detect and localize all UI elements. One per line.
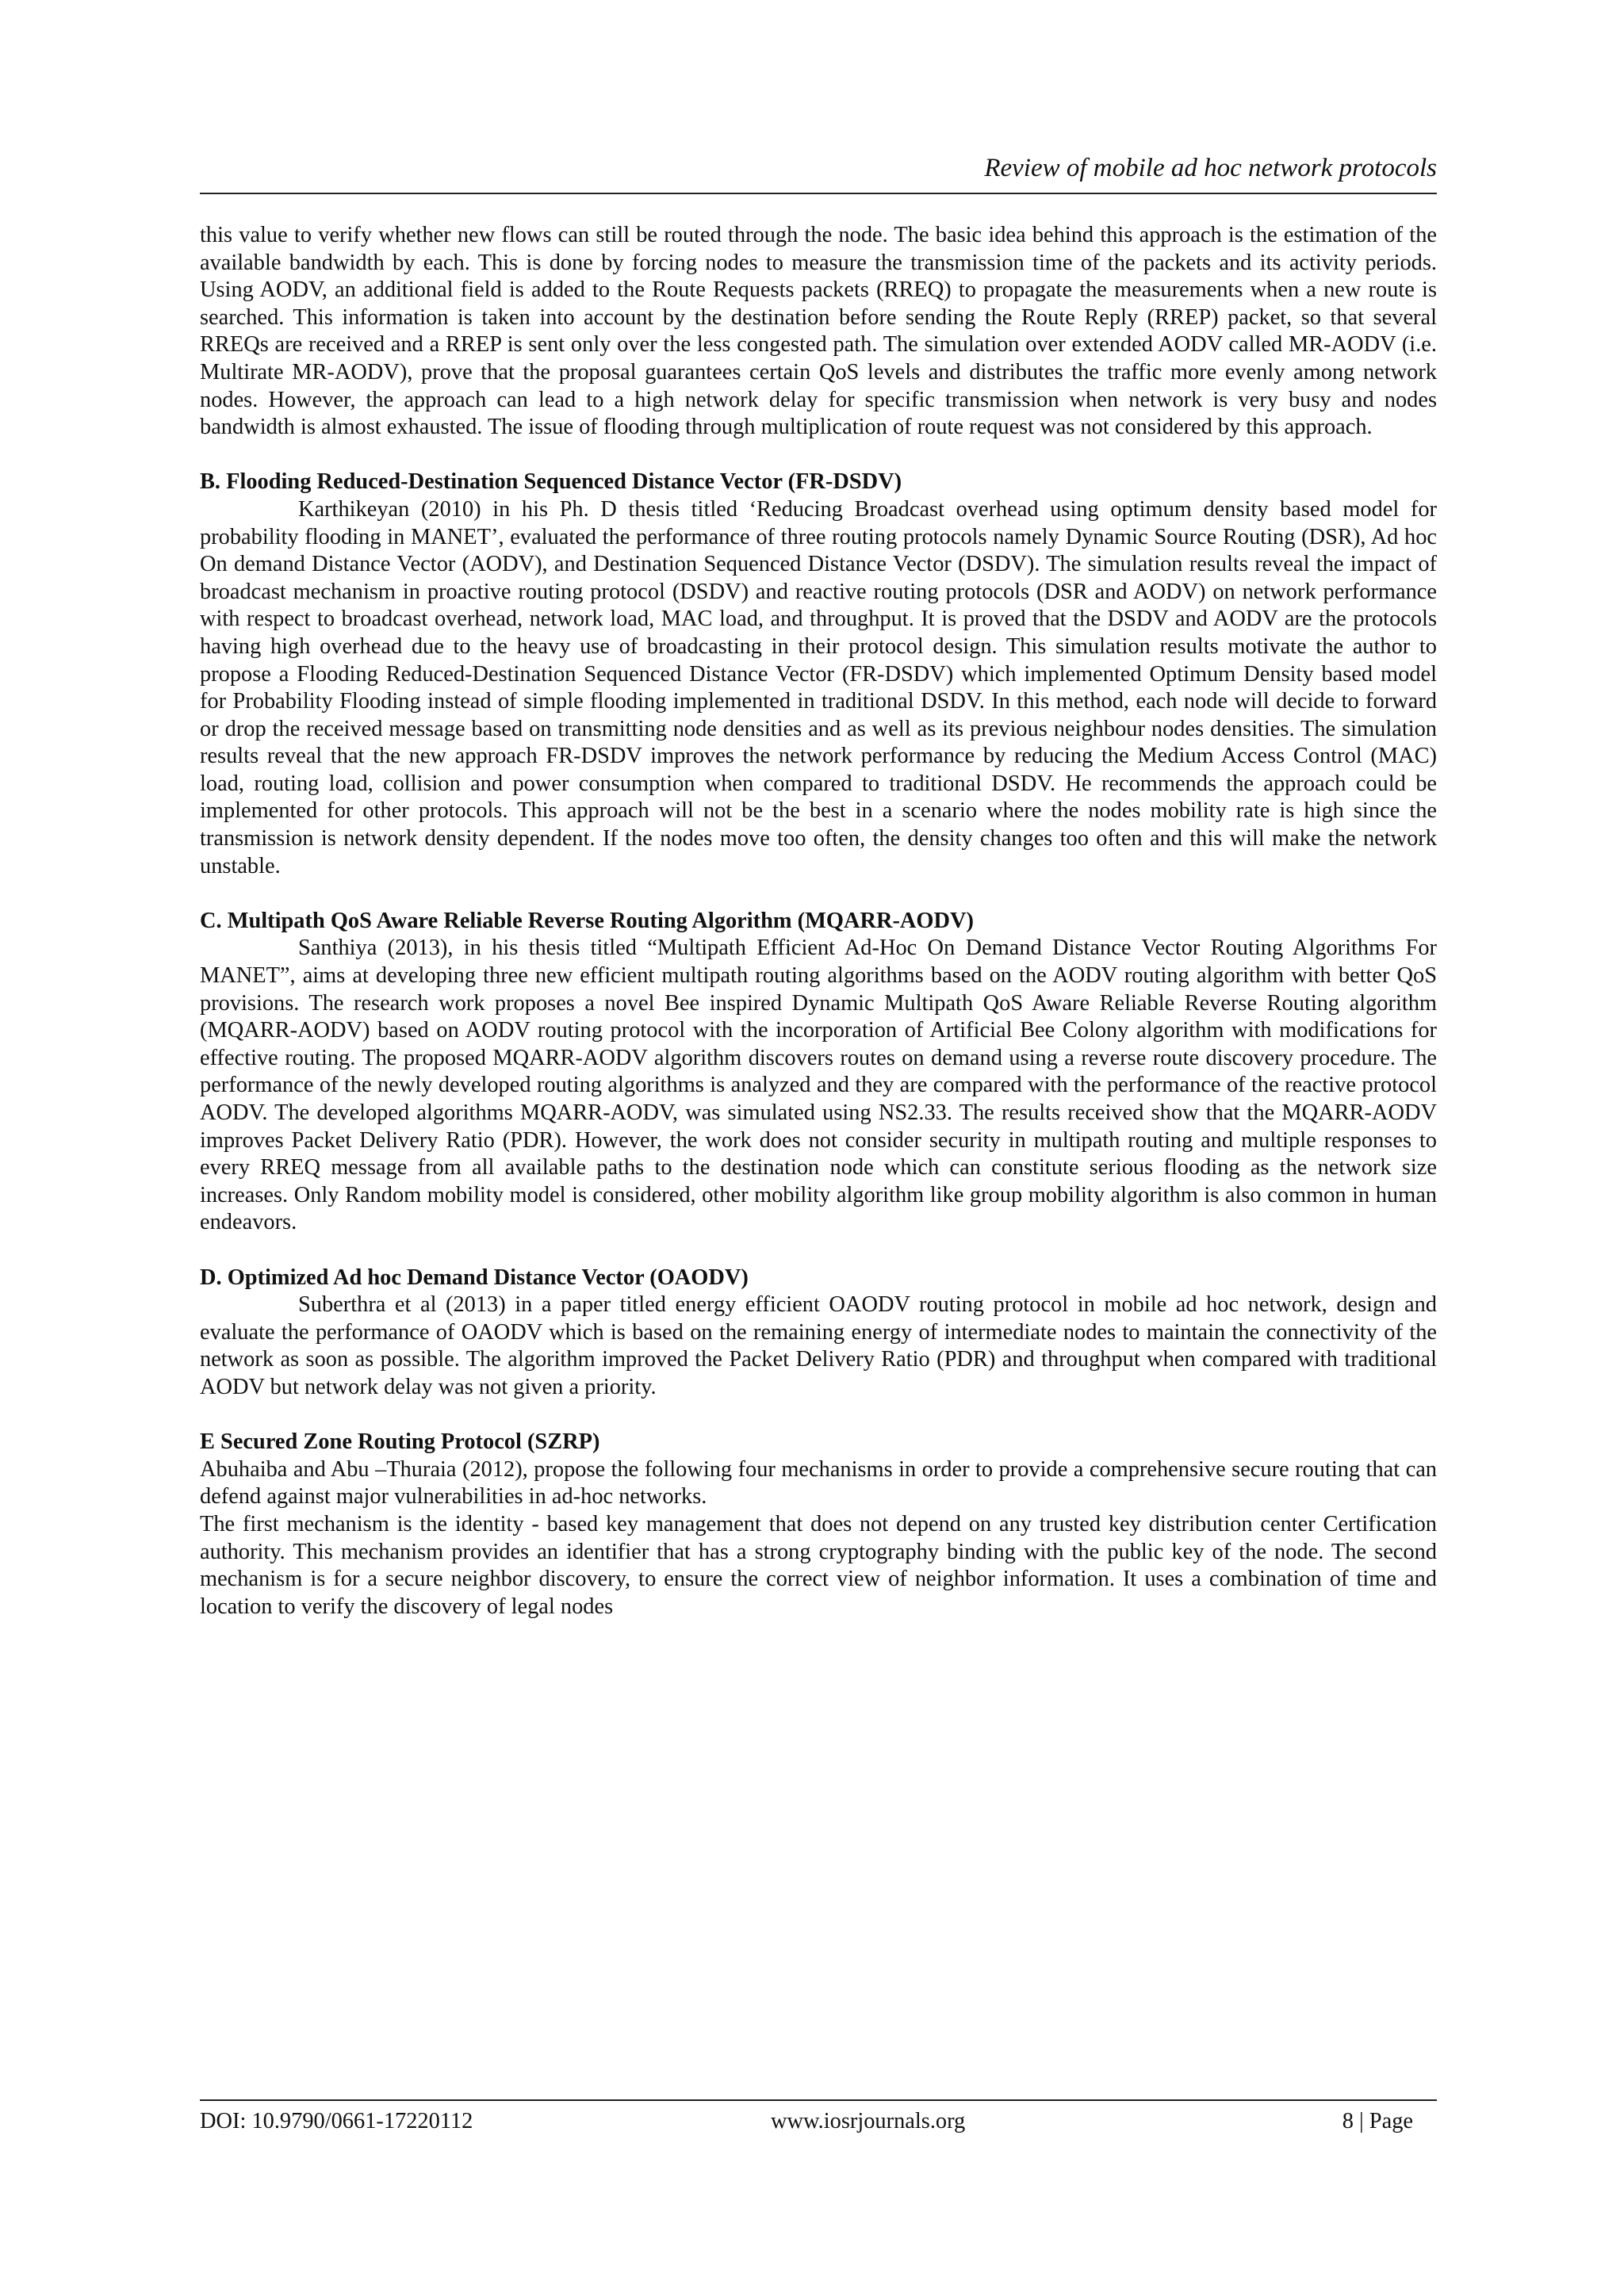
section-heading-mqarr-aodv: C. Multipath QoS Aware Reliable Reverse Routing Algorithm (MQARR-AODV) (200, 908, 974, 933)
section-heading-szrp: E Secured Zone Routing Protocol (SZRP) (200, 1429, 600, 1455)
section-paragraph: Santhiya (2013), in his thesis titled “Multipath Efficient Ad-Hoc On Demand Distance Vector Routing Algorithms For MANET”, aims at developing three new efficient multipath routing algorithms based on the AODV routing algorithm with better QoS provisions. The research work proposes a novel Bee inspired Dynamic Multipath QoS Aware Reliable Reverse Routing algorithm (MQARR-AODV) based on AODV routing protocol with the incorporation of Artificial Bee Colony algorithm with modifications for effective routing. The proposed MQARR-AODV algorithm discovers routes on demand using a reverse route discovery procedure. The performance of the newly developed routing algorithms is analyzed and they are compared with the performance of the reactive protocol AODV. The developed algorithms MQARR-AODV, was simulated using NS2.33. The results received show that the MQARR-AODV improves Packet Delivery Ratio (PDR). However, the work does not consider security in multipath routing and multiple responses to every RREQ message from all available paths to the destination node which can constitute serious flooding as the network size increases. Only Random mobility model is considered, other mobility algorithm like group mobility algorithm is also common in human endeavors. (200, 936, 1437, 1235)
intro-paragraph: this value to verify whether new flows can still be routed through the node. The basic idea behind this approach is the estimation of the available bandwidth by each. This is done by forcing nodes to measure the transmission time of the packets and its activity periods. Using AODV, an additional field is added to the Route Requests packets (RREQ) to propagate the measurements when a new route is searched. This information is taken into account by the destination before sending the Route Reply (RREP) packet, so that several RREQs are received and a RREP is sent only over the less congested path. The simulation over extended AODV called MR-AODV (i.e. Multirate MR-AODV), prove that the proposal guarantees certain QoS levels and distributes the traffic more evenly among network nodes. However, the approach can lead to a high network delay for specific transmission when network is very busy and nodes bandwidth is almost exhausted. The issue of flooding through multiplication of route request was not considered by this approach. (200, 223, 1437, 440)
footer-rule (200, 2099, 1437, 2101)
section-paragraph: The first mechanism is the identity - based key management that does not depend on any trusted key distribution center Certification authority. This mechanism provides an identifier that has a strong cryptography binding with the public key of the node. The second mechanism is for a secure neighbor discovery, to ensure the correct view of neighbor information. It uses a combination of time and location to verify the discovery of legal nodes (200, 1511, 1437, 1619)
footer-doi: DOI: 10.9790/0661-17220112 (200, 2109, 473, 2133)
section-paragraph: Abuhaiba and Abu –Thuraia (2012), propose the following four mechanisms in order to provide a comprehensive secure routing that can defend against major vulnerabilities in ad-hoc networks. (200, 1456, 1437, 1510)
section-heading-fr-dsdv: B. Flooding Reduced-Destination Sequenced Distance Vector (FR-DSDV) (200, 469, 902, 495)
section-heading-oaodv: D. Optimized Ad hoc Demand Distance Vector (OAODV) (200, 1265, 749, 1290)
section-paragraph: Karthikeyan (2010) in his Ph. D thesis titled ‘Reducing Broadcast overhead using optimum density based model for probability flooding in MANET’, evaluated the performance of three routing protocols namely Dynamic Source Routing (DSR), Ad hoc On demand Distance Vector (AODV), and Destination Sequenced Distance Vector (DSDV). The simulation results reveal the impact of broadcast mechanism in proactive routing protocol (DSDV) and reactive routing protocols (DSR and AODV) on network performance with respect to broadcast overhead, network load, MAC load, and throughput. It is proved that the DSDV and AODV are the protocols having high overhead due to the heavy use of broadcasting in their protocol design. This simulation results motivate the author to propose a Flooding Reduced-Destination Sequenced Distance Vector (FR-DSDV) which implemented Optimum Density based model for Probability Flooding instead of simple flooding implemented in traditional DSDV. In this method, each node will decide to forward or drop the received message based on transmitting node densities and as well as its previous neighbour nodes densities. The simulation results reveal that the new approach FR-DSDV improves the network performance by reducing the Medium Access Control (MAC) load, routing load, collision and power consumption when compared to traditional DSDV. He recommends the approach could be implemented for other protocols. This approach will not be the best in a scenario where the nodes mobility rate is high since the transmission is network density dependent. If the nodes move too often, the density changes too often and this will make the network unstable. (200, 496, 1437, 878)
journal-page (200, 143, 1437, 2172)
body-text (200, 222, 1437, 1621)
footer-website: www.iosrjournals.org (771, 2109, 966, 2133)
page-footer (200, 2106, 1437, 2137)
section-paragraph: Suberthra et al (2013) in a paper titled energy efficient OAODV routing protocol in mobile ad hoc network, design and evaluate the performance of OAODV which is based on the remaining energy of intermediate nodes to maintain the connectivity of the network as soon as possible. The algorithm improved the Packet Delivery Ratio (PDR) and throughput when compared with traditional AODV but network delay was not given a priority. (200, 1292, 1437, 1399)
header-rule (200, 193, 1437, 194)
running-header-title: Review of mobile ad hoc network protocols (984, 154, 1437, 182)
footer-page-number: 8 | Page (1342, 2109, 1413, 2133)
